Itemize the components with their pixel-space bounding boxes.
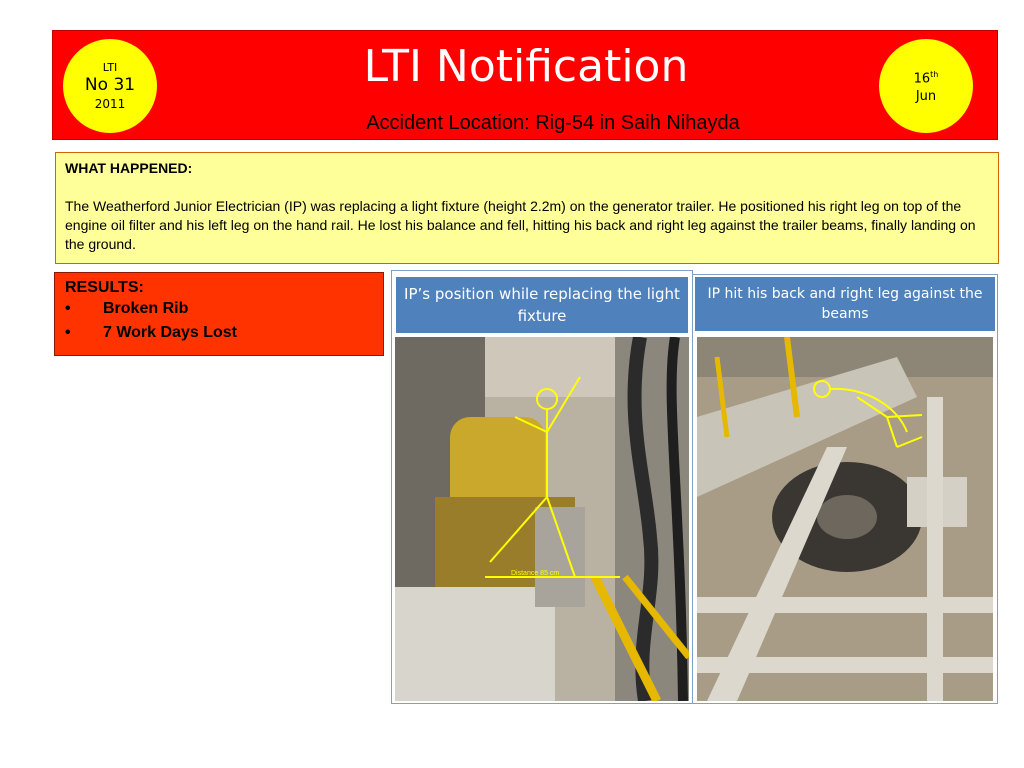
photo-illustration	[395, 337, 689, 701]
what-happened-text: The Weatherford Junior Electrician (IP) was replacing a light fixture (height 2.2m) on the generator trailer. He positioned his right leg on top of the engine oil filter and his left leg on the hand rail. He lost his balance and fell, hitting his back and right leg against the trailer beams, finally landing on the ground.	[65, 198, 976, 252]
results-heading: RESULTS:	[65, 279, 144, 296]
photo-panel-position	[391, 270, 693, 704]
result-item-label: 7 Work Days Lost	[103, 324, 237, 341]
what-happened-heading: WHAT HAPPENED:	[65, 160, 193, 176]
photo-caption: IP hit his back and right leg against the beams	[695, 277, 995, 331]
page-title: LTI Notification	[363, 41, 689, 92]
result-item	[65, 297, 373, 321]
date-badge	[879, 39, 973, 133]
badge-lti-number: No 31	[84, 74, 136, 95]
lti-number-badge	[63, 39, 157, 133]
header-banner	[52, 30, 998, 140]
result-item	[65, 321, 373, 345]
bullet-icon: •	[65, 300, 71, 317]
photo-illustration	[697, 337, 993, 701]
results-box	[54, 272, 384, 356]
distance-annotation: Distance 85 cm	[511, 570, 560, 577]
badge-lti-year: 2011	[94, 96, 126, 111]
photo-panel-impact	[692, 274, 998, 704]
date-month: Jun	[915, 89, 937, 105]
accident-photo-impact	[697, 337, 993, 701]
badge-lti-label: LTI	[102, 60, 118, 74]
accident-location: Accident Location: Rig-54 in Saih Nihayda	[366, 112, 740, 134]
photo-caption: IP’s position while replacing the light fixture	[396, 277, 688, 333]
result-item-label: Broken Rib	[103, 300, 189, 317]
date-day: 16th	[913, 69, 939, 87]
accident-photo-position	[395, 337, 689, 701]
bullet-icon: •	[65, 324, 71, 341]
what-happened-box	[55, 152, 999, 264]
